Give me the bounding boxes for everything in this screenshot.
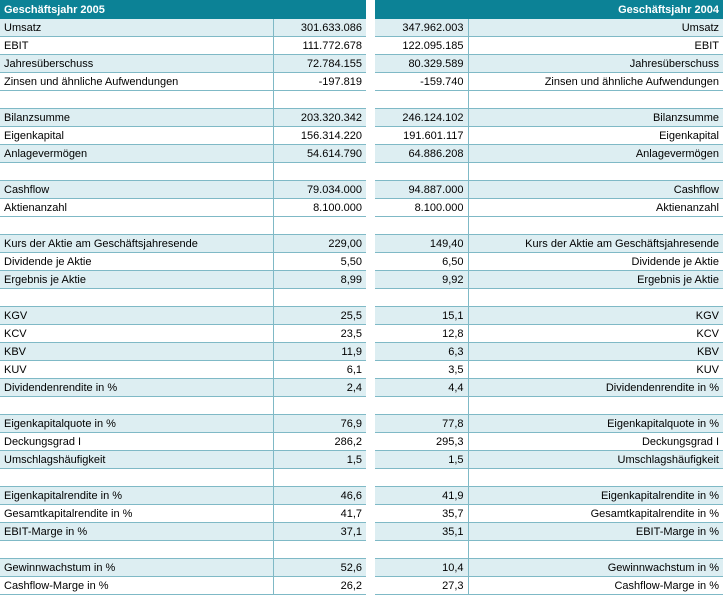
panel-gutter (366, 0, 375, 560)
table-row (0, 559, 366, 577)
right-table-body (375, 1, 723, 595)
spacer-row (0, 397, 366, 415)
row-value (375, 469, 468, 487)
table-row (375, 19, 723, 37)
row-value (273, 289, 366, 307)
row-label: Cashflow (468, 181, 723, 199)
row-value: 191.601.117 (375, 127, 468, 145)
row-value: 26,2 (273, 577, 366, 595)
table-row (375, 577, 723, 595)
row-value: 6,1 (273, 361, 366, 379)
table-row (375, 55, 723, 73)
row-label (0, 217, 273, 235)
table-row (0, 307, 366, 325)
row-value: 41,7 (273, 505, 366, 523)
table-row (375, 361, 723, 379)
row-value (273, 163, 366, 181)
row-label (468, 91, 723, 109)
row-value: 54.614.790 (273, 145, 366, 163)
row-label: KBV (468, 343, 723, 361)
row-label: EBIT-Marge in % (468, 523, 723, 541)
row-value: 156.314.220 (273, 127, 366, 145)
row-label: Ergebnis je Aktie (0, 271, 273, 289)
table-row (375, 523, 723, 541)
row-value (273, 91, 366, 109)
table-row (0, 37, 366, 55)
row-value: 11,9 (273, 343, 366, 361)
spacer-row (375, 541, 723, 559)
table-row (375, 145, 723, 163)
right-header-value (375, 1, 468, 19)
left-table-body (0, 1, 366, 595)
row-label: Eigenkapitalquote in % (468, 415, 723, 433)
row-value: 111.772.678 (273, 37, 366, 55)
row-value: 15,1 (375, 307, 468, 325)
table-row (0, 577, 366, 595)
row-label: Zinsen und ähnliche Aufwendungen (0, 73, 273, 91)
row-label (468, 289, 723, 307)
row-value: 5,50 (273, 253, 366, 271)
table-row (375, 253, 723, 271)
row-value: 3,5 (375, 361, 468, 379)
row-label: Kurs der Aktie am Geschäftsjahresende (0, 235, 273, 253)
row-label (468, 217, 723, 235)
spacer-row (0, 217, 366, 235)
table-row (375, 73, 723, 91)
row-label: Gewinnwachstum in % (0, 559, 273, 577)
row-value: 1,5 (273, 451, 366, 469)
row-value: 72.784.155 (273, 55, 366, 73)
spacer-row (0, 163, 366, 181)
table-row (375, 451, 723, 469)
row-label: Eigenkapitalrendite in % (0, 487, 273, 505)
row-label: Eigenkapital (468, 127, 723, 145)
row-value: 25,5 (273, 307, 366, 325)
row-value: 6,50 (375, 253, 468, 271)
row-value: 347.962.003 (375, 19, 468, 37)
table-row (375, 559, 723, 577)
spacer-row (0, 469, 366, 487)
row-label: Deckungsgrad I (0, 433, 273, 451)
spacer-row (0, 541, 366, 559)
row-label: Gewinnwachstum in % (468, 559, 723, 577)
row-label: Gesamtkapitalrendite in % (468, 505, 723, 523)
row-label: Umsatz (468, 19, 723, 37)
spacer-row (0, 289, 366, 307)
spacer-row (375, 217, 723, 235)
table-row (375, 181, 723, 199)
table-row (375, 325, 723, 343)
row-value: 9,92 (375, 271, 468, 289)
table-row (375, 343, 723, 361)
row-label: Bilanzsumme (0, 109, 273, 127)
row-value (375, 397, 468, 415)
table-row (0, 271, 366, 289)
table-row (0, 451, 366, 469)
table-row (0, 379, 366, 397)
table-row (0, 199, 366, 217)
table-row (0, 73, 366, 91)
table-row (375, 109, 723, 127)
row-label: KUV (0, 361, 273, 379)
row-label: Ergebnis je Aktie (468, 271, 723, 289)
row-label (468, 469, 723, 487)
table-row (375, 37, 723, 55)
row-value: 77,8 (375, 415, 468, 433)
row-value (375, 217, 468, 235)
row-label: Umschlagshäufigkeit (0, 451, 273, 469)
table-row (375, 415, 723, 433)
row-label: Anlagevermögen (0, 145, 273, 163)
row-label: Umsatz (0, 19, 273, 37)
row-value (375, 289, 468, 307)
row-value: 295,3 (375, 433, 468, 451)
fiscal-year-2004-table (375, 0, 723, 595)
spacer-row (375, 289, 723, 307)
table-row (0, 415, 366, 433)
row-value: 27,3 (375, 577, 468, 595)
row-label (468, 541, 723, 559)
table-row (0, 145, 366, 163)
row-value: 41,9 (375, 487, 468, 505)
row-value: 64.886.208 (375, 145, 468, 163)
row-label: Zinsen und ähnliche Aufwendungen (468, 73, 723, 91)
row-value: 79.034.000 (273, 181, 366, 199)
row-value (273, 217, 366, 235)
row-label: Kurs der Aktie am Geschäftsjahresende (468, 235, 723, 253)
table-row (0, 325, 366, 343)
row-label: Deckungsgrad I (468, 433, 723, 451)
table-row (0, 19, 366, 37)
right-header-row (375, 1, 723, 19)
row-value: 203.320.342 (273, 109, 366, 127)
spacer-row (375, 469, 723, 487)
table-row (0, 343, 366, 361)
row-label: Jahresüberschuss (468, 55, 723, 73)
row-value: 229,00 (273, 235, 366, 253)
table-row (0, 181, 366, 199)
row-label (468, 397, 723, 415)
row-label: Jahresüberschuss (0, 55, 273, 73)
row-label: Eigenkapitalrendite in % (468, 487, 723, 505)
row-label: Umschlagshäufigkeit (468, 451, 723, 469)
row-value: 246.124.102 (375, 109, 468, 127)
row-label (0, 469, 273, 487)
row-value: 37,1 (273, 523, 366, 541)
row-label (468, 163, 723, 181)
row-value (273, 469, 366, 487)
row-value: 8.100.000 (375, 199, 468, 217)
row-value: 76,9 (273, 415, 366, 433)
row-label: Aktienanzahl (468, 199, 723, 217)
table-row (375, 307, 723, 325)
table-row (375, 199, 723, 217)
table-row (0, 505, 366, 523)
row-label: Cashflow-Marge in % (0, 577, 273, 595)
spacer-row (375, 397, 723, 415)
right-header-label: Geschäftsjahr 2004 (468, 1, 723, 19)
table-row (375, 433, 723, 451)
row-label: Dividendenrendite in % (0, 379, 273, 397)
row-label: EBIT-Marge in % (0, 523, 273, 541)
row-label: Aktienanzahl (0, 199, 273, 217)
table-row (375, 127, 723, 145)
row-label: KUV (468, 361, 723, 379)
row-label: Dividende je Aktie (468, 253, 723, 271)
table-row (375, 271, 723, 289)
table-row (0, 523, 366, 541)
row-value (375, 91, 468, 109)
left-header-label: Geschäftsjahr 2005 (0, 1, 273, 19)
row-label (0, 541, 273, 559)
table-row (0, 253, 366, 271)
row-value: 4,4 (375, 379, 468, 397)
row-value: 80.329.589 (375, 55, 468, 73)
spacer-row (375, 91, 723, 109)
row-label: EBIT (468, 37, 723, 55)
row-label: Bilanzsumme (468, 109, 723, 127)
row-value: 301.633.086 (273, 19, 366, 37)
row-label: Anlagevermögen (468, 145, 723, 163)
row-value: 149,40 (375, 235, 468, 253)
row-value (273, 541, 366, 559)
row-label: KCV (468, 325, 723, 343)
spacer-row (375, 163, 723, 181)
row-label: Eigenkapitalquote in % (0, 415, 273, 433)
row-value: 6,3 (375, 343, 468, 361)
row-label: Dividendenrendite in % (468, 379, 723, 397)
row-label: Cashflow (0, 181, 273, 199)
row-value: 122.095.185 (375, 37, 468, 55)
row-label: Eigenkapital (0, 127, 273, 145)
row-label: KBV (0, 343, 273, 361)
left-header-row (0, 1, 366, 19)
table-row (375, 379, 723, 397)
fiscal-year-2004-panel (375, 0, 723, 592)
row-value: 10,4 (375, 559, 468, 577)
left-header-value (273, 1, 366, 19)
row-label: KCV (0, 325, 273, 343)
spacer-row (0, 91, 366, 109)
row-label (0, 289, 273, 307)
row-label: KGV (468, 307, 723, 325)
table-row (0, 127, 366, 145)
row-value: -159.740 (375, 73, 468, 91)
row-value: 94.887.000 (375, 181, 468, 199)
table-row (0, 433, 366, 451)
row-value (273, 397, 366, 415)
row-value: 35,7 (375, 505, 468, 523)
row-value: 286,2 (273, 433, 366, 451)
row-value: 8,99 (273, 271, 366, 289)
row-label (0, 91, 273, 109)
row-label (0, 163, 273, 181)
table-row (0, 487, 366, 505)
row-label: KGV (0, 307, 273, 325)
row-label (0, 397, 273, 415)
row-value: -197.819 (273, 73, 366, 91)
table-row (0, 361, 366, 379)
row-value: 2,4 (273, 379, 366, 397)
row-value: 46,6 (273, 487, 366, 505)
table-row (0, 109, 366, 127)
row-label: Cashflow-Marge in % (468, 577, 723, 595)
row-value: 1,5 (375, 451, 468, 469)
row-value: 23,5 (273, 325, 366, 343)
row-label: EBIT (0, 37, 273, 55)
table-row (375, 235, 723, 253)
row-value: 12,8 (375, 325, 468, 343)
row-value (375, 163, 468, 181)
row-value: 8.100.000 (273, 199, 366, 217)
table-row (0, 235, 366, 253)
row-label: Dividende je Aktie (0, 253, 273, 271)
row-value: 35,1 (375, 523, 468, 541)
row-value: 52,6 (273, 559, 366, 577)
row-value (375, 541, 468, 559)
table-row (0, 55, 366, 73)
table-row (375, 487, 723, 505)
row-label: Gesamtkapitalrendite in % (0, 505, 273, 523)
table-row (375, 505, 723, 523)
